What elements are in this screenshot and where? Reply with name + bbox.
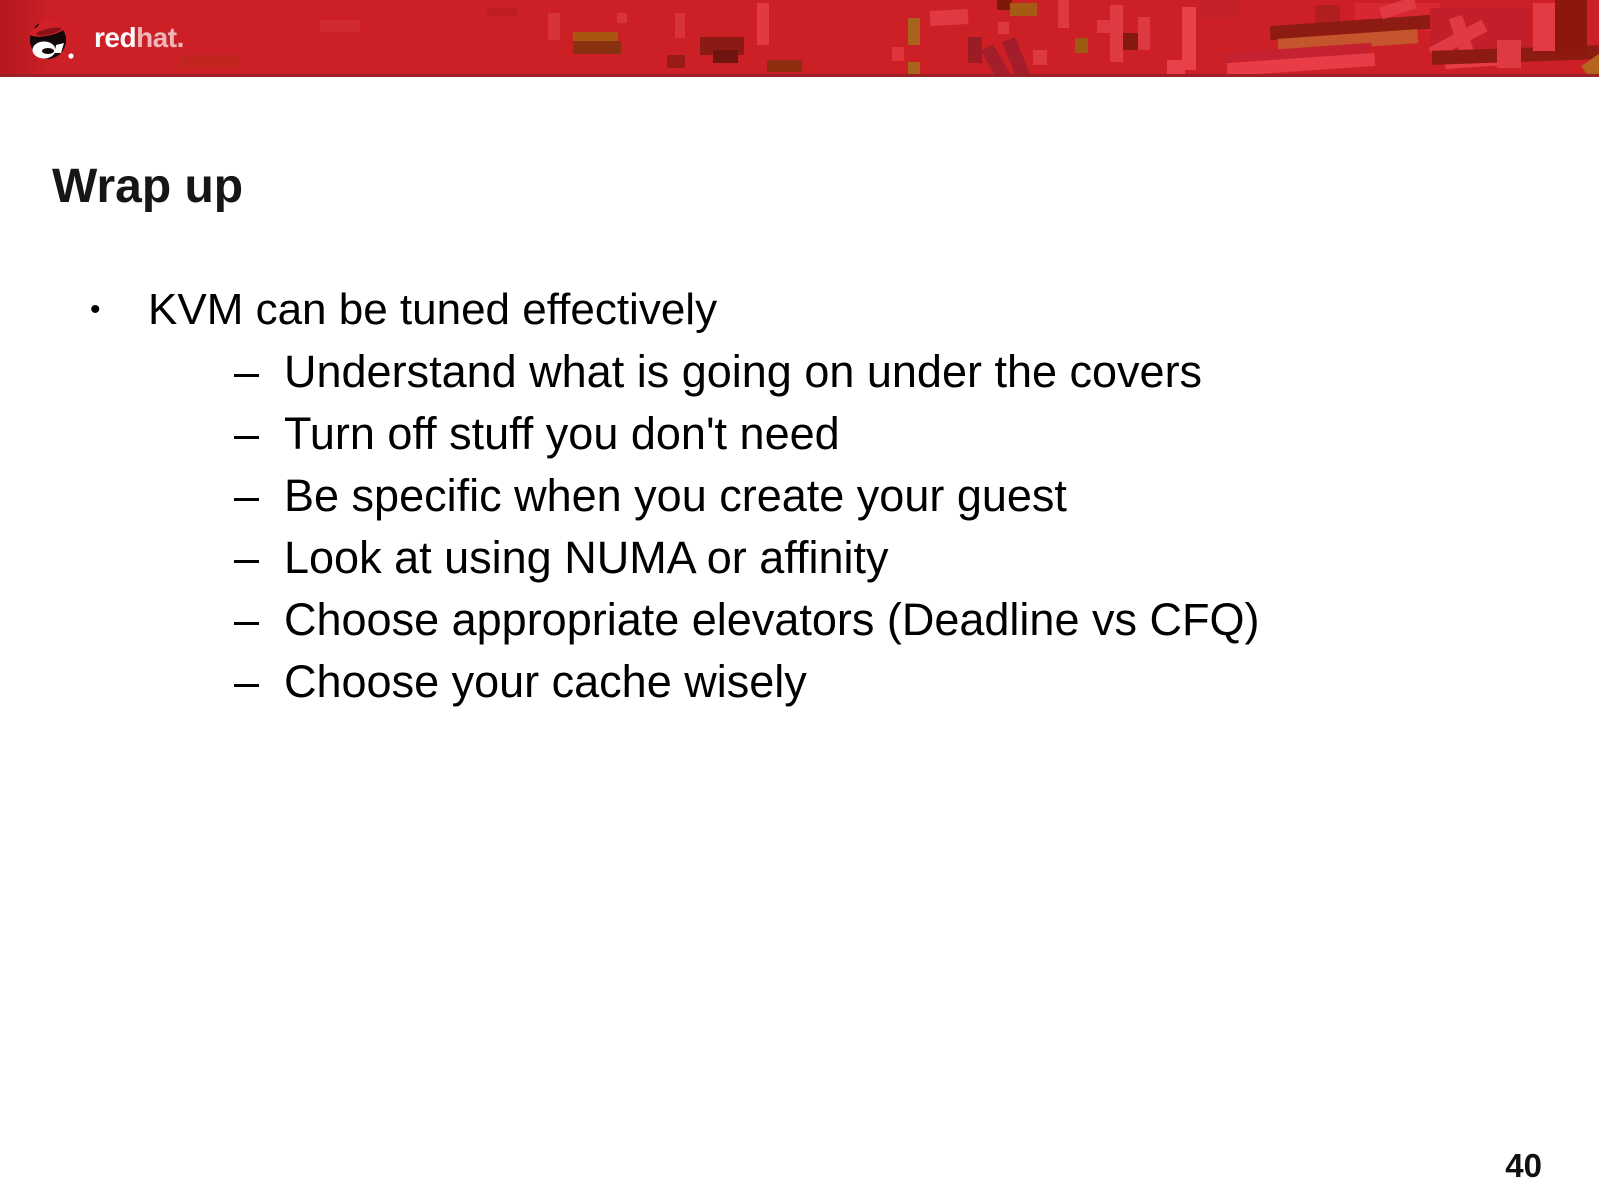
banner-mosaic-rect	[1497, 40, 1521, 68]
banner-mosaic-rect	[767, 60, 802, 72]
page-number: 40	[1505, 1147, 1542, 1184]
banner-mosaic-rect	[1110, 5, 1123, 62]
dash-marker: –	[234, 408, 260, 459]
list-item	[0, 589, 1560, 651]
bullet-marker: •	[90, 293, 101, 326]
banner-mosaic-rect	[573, 41, 621, 54]
list-item	[0, 341, 1560, 403]
dash-marker: –	[234, 656, 260, 707]
redhat-shadowman-icon	[24, 10, 80, 66]
list-item	[0, 465, 1560, 527]
brand-hat: hat.	[136, 22, 184, 53]
banner-mosaic-rect	[1533, 3, 1555, 51]
banner-mosaic-rect	[1010, 3, 1037, 16]
bullet-text: Understand what is going on under the covers	[284, 346, 1203, 397]
banner-mosaic-rect	[1058, 0, 1069, 28]
redhat-logo	[24, 10, 184, 66]
bullet-list	[0, 279, 1560, 713]
banner-mosaic-rect	[617, 13, 627, 23]
list-item	[0, 527, 1560, 589]
banner-mosaic-rect	[487, 8, 517, 16]
banner-mosaic-rect	[1182, 7, 1196, 70]
banner-mosaic-rect	[1555, 0, 1587, 55]
top-banner	[0, 0, 1599, 77]
dash-marker: –	[234, 532, 260, 583]
banner-mosaic-rect	[1138, 17, 1150, 50]
banner-mosaic-rect	[1097, 20, 1110, 33]
bullet-text: Look at using NUMA or affinity	[284, 532, 889, 583]
banner-mosaic-rect	[1123, 33, 1138, 50]
banner-mosaic-rect	[908, 18, 920, 45]
list-item	[0, 279, 1560, 341]
banner-mosaic-rect	[968, 37, 982, 63]
banner-mosaic-rect	[757, 3, 769, 45]
banner-mosaic-rect	[667, 55, 685, 68]
banner-mosaic-rect	[320, 20, 360, 32]
bullet-text: Be specific when you create your guest	[284, 470, 1067, 521]
redhat-wordmark	[94, 10, 184, 66]
banner-mosaic-rect	[1200, 0, 1240, 18]
brand-red: red	[94, 22, 137, 53]
page-title: Wrap up	[52, 160, 244, 214]
bullet-text: Choose your cache wisely	[284, 656, 807, 707]
list-item	[0, 403, 1560, 465]
list-item	[0, 651, 1560, 713]
banner-mosaic-rect	[892, 47, 904, 61]
banner-mosaic-rect	[713, 50, 738, 63]
bullet-text: Turn off stuff you don't need	[284, 408, 840, 459]
dash-marker: –	[234, 346, 260, 397]
banner-mosaic-rect	[1075, 38, 1088, 53]
bullet-text: Choose appropriate elevators (Deadline vs CFQ)	[284, 594, 1260, 645]
dash-marker: –	[234, 470, 260, 521]
banner-mosaic-rect	[930, 9, 969, 26]
banner-mosaic-rect	[908, 62, 920, 77]
banner-mosaic-rect	[675, 13, 685, 38]
dash-marker: –	[234, 594, 260, 645]
bullet-text: KVM can be tuned effectively	[148, 285, 718, 334]
banner-mosaic-rect	[548, 13, 560, 40]
banner-mosaic-rect	[1033, 50, 1047, 65]
banner-mosaic-rect	[180, 55, 240, 67]
banner-mosaic-rect	[998, 22, 1009, 34]
